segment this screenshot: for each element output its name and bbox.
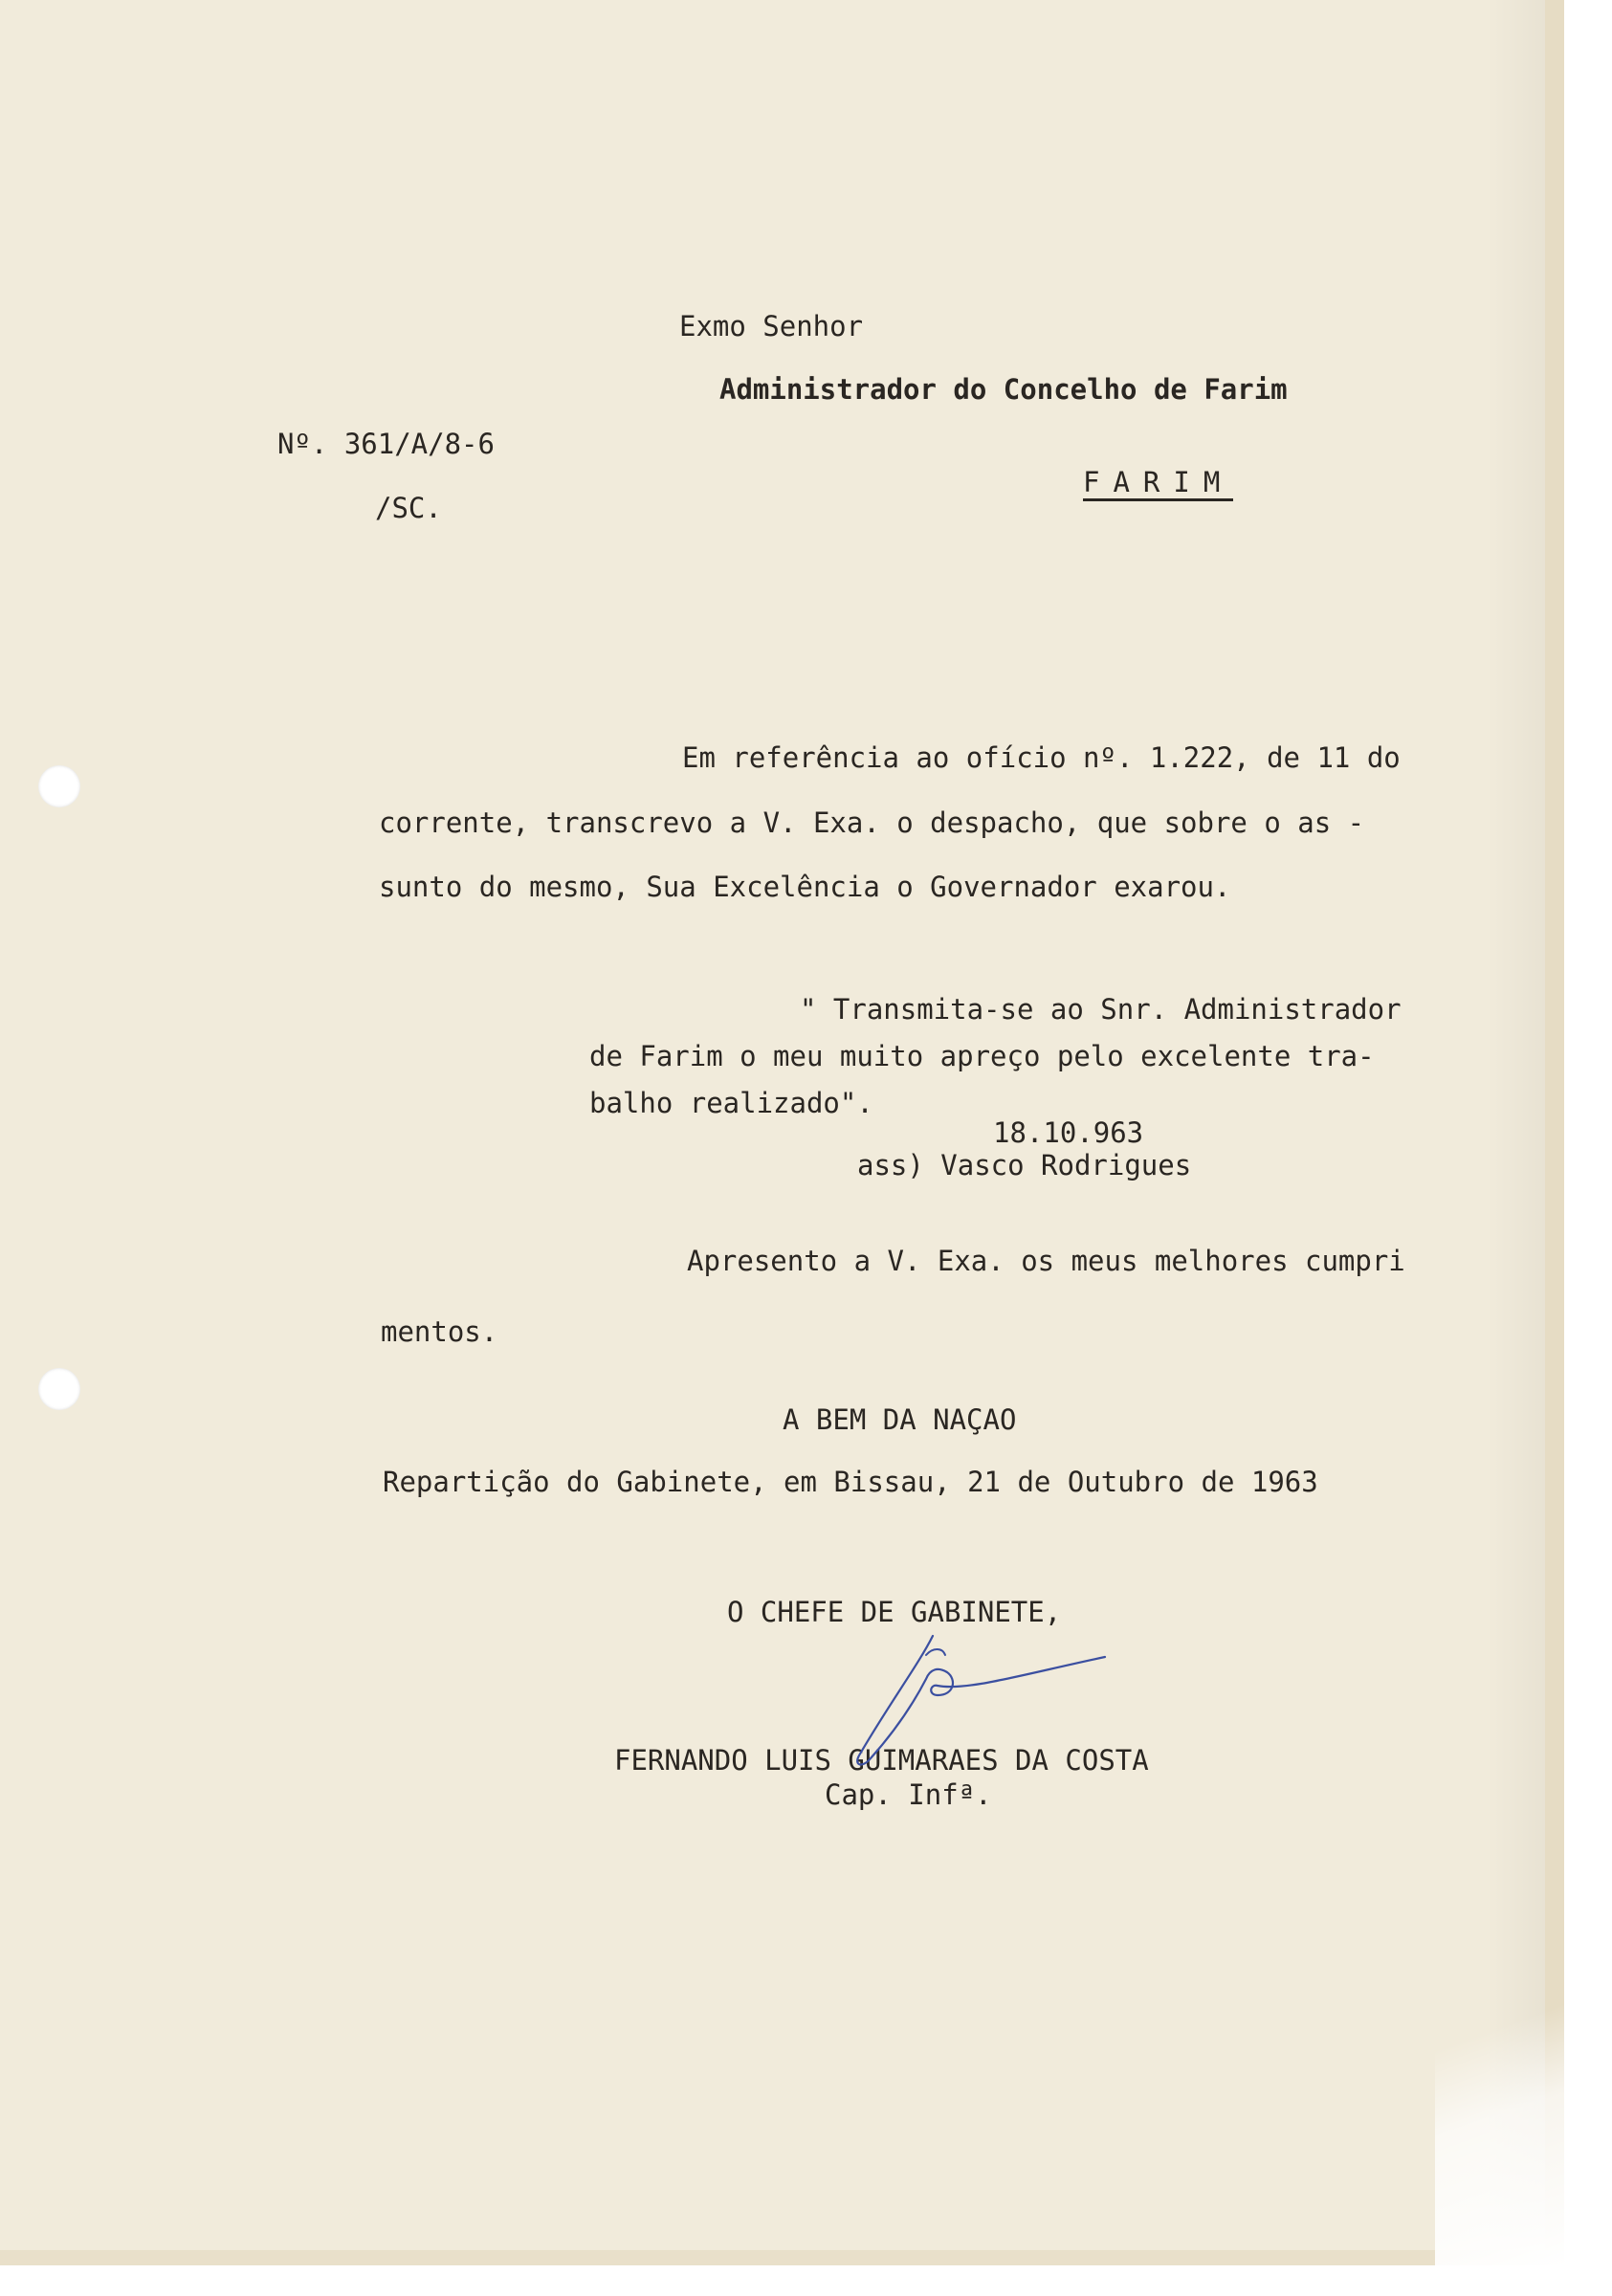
punch-hole-lower (38, 1368, 80, 1410)
body-line-2: corrente, transcrevo a V. Exa. o despacho, que sobre o as - (379, 806, 1365, 839)
signer-title: O CHEFE DE GABINETE, (727, 1596, 1062, 1628)
reference-number: Nº. 361/A/8-6 (277, 428, 495, 460)
handwritten-signature (842, 1626, 1119, 1779)
place-date: Repartição do Gabinete, em Bissau, 21 de Outubro de 1963 (383, 1466, 1318, 1498)
quote-line-2: de Farim o meu muito apreço pelo excelente tra- (589, 1040, 1375, 1072)
destination: FARIM (1083, 469, 1233, 501)
punch-hole-upper (38, 765, 80, 807)
reference-suffix: /SC. (375, 492, 442, 524)
body-line-3: sunto do mesmo, Sua Excelência o Governador exarou. (379, 871, 1231, 903)
quote-line-3: balho realizado". (589, 1087, 873, 1119)
signer-name: FERNANDO LUIS GUIMARAES DA COSTA (614, 1744, 1149, 1777)
closing-line-2: mentos. (381, 1315, 498, 1348)
motto: A BEM DA NAÇAO (783, 1403, 1017, 1436)
paper-bottom-edge (0, 2250, 1564, 2265)
body-line-1: Em referência ao ofício nº. 1.222, de 11 do (682, 741, 1401, 774)
quote-date: 18.10.963 (993, 1116, 1144, 1149)
closing-line-1: Apresento a V. Exa. os meus melhores cumpri (687, 1245, 1405, 1277)
folded-corner (1435, 1875, 1569, 2265)
quote-signed: ass) Vasco Rodrigues (857, 1149, 1192, 1181)
signer-rank: Cap. Infª. (825, 1778, 992, 1811)
addressee: Administrador do Concelho de Farim (719, 373, 1288, 406)
salutation: Exmo Senhor (679, 310, 864, 342)
quote-line-1: " Transmita-se ao Snr. Administrador (800, 993, 1402, 1026)
